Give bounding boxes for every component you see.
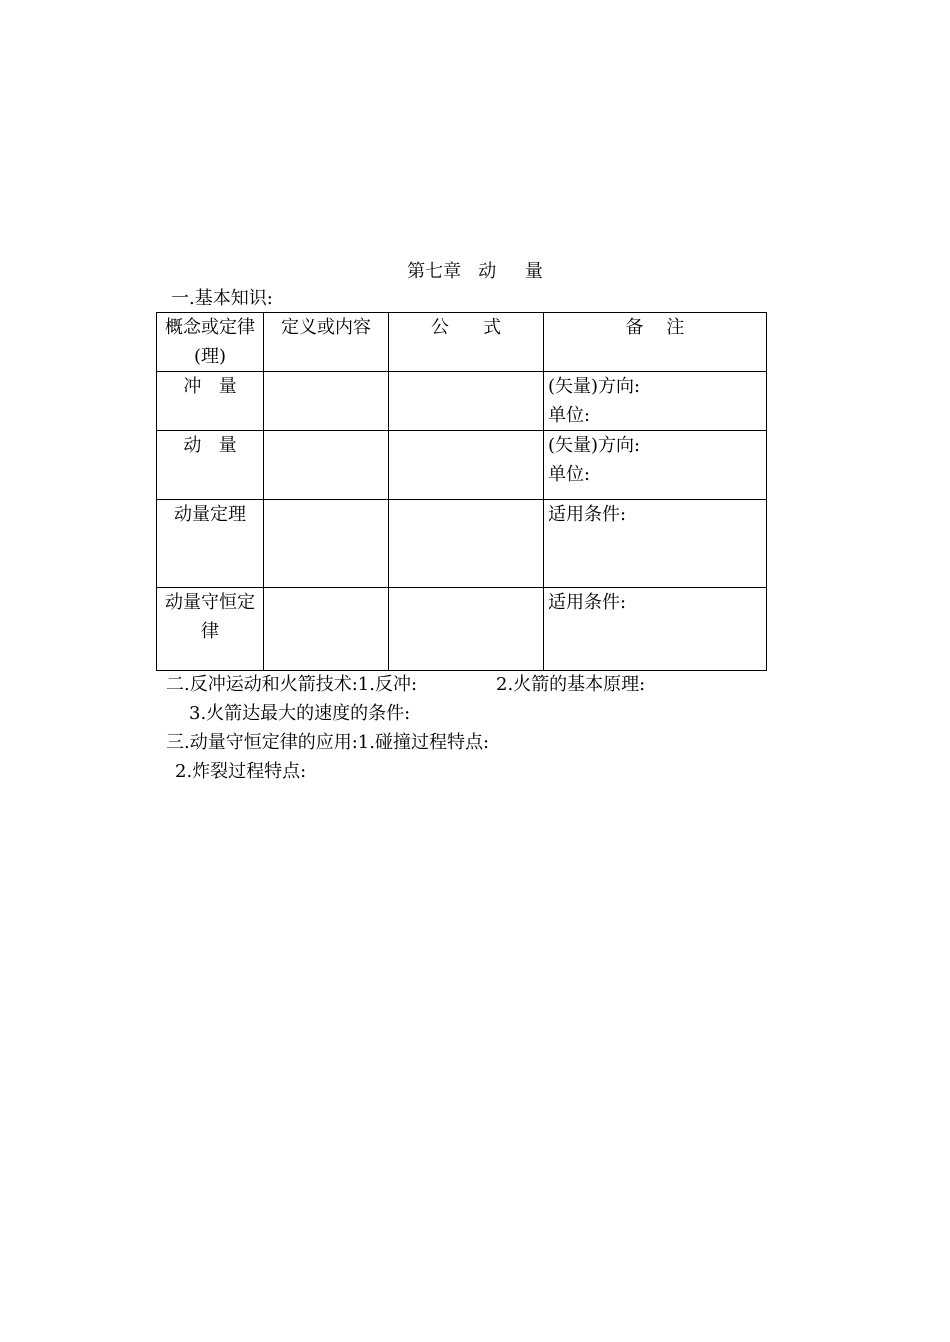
note-direction: (矢量)方向:	[548, 435, 641, 456]
row-definition-cell	[264, 372, 389, 431]
section-1-heading: 一.基本知识:	[171, 288, 273, 309]
table-row	[157, 500, 767, 588]
row-concept: 冲 量	[157, 372, 264, 431]
table-row	[157, 372, 767, 431]
note-unit: 单位:	[548, 464, 591, 485]
row-notes	[544, 588, 767, 671]
note-direction: (矢量)方向:	[548, 376, 641, 397]
row-definition-cell	[264, 588, 389, 671]
note-condition: 适用条件:	[548, 504, 627, 525]
page-title: 第七章 动 量	[407, 261, 543, 282]
header-notes: 备 注	[544, 313, 767, 372]
table-row	[157, 431, 767, 500]
header-definition: 定义或内容	[264, 313, 389, 372]
section-3-heading: 三.动量守恒定律的应用:1.碰撞过程特点:	[166, 732, 490, 753]
section-3-item-2: 2.炸裂过程特点:	[175, 761, 307, 782]
row-concept	[157, 588, 264, 671]
row-formula-cell	[389, 372, 544, 431]
table-row	[157, 588, 767, 671]
section-2-heading: 二.反冲运动和火箭技术:1.反冲:	[166, 674, 418, 695]
row-definition-cell	[264, 431, 389, 500]
note-condition: 适用条件:	[548, 592, 627, 613]
row-formula-cell	[389, 588, 544, 671]
header-concept: 概念或定律(理)	[157, 313, 264, 372]
row-formula-cell	[389, 431, 544, 500]
row-notes	[544, 500, 767, 588]
note-unit: 单位:	[548, 405, 591, 426]
table-header-row	[157, 313, 767, 372]
header-formula: 公 式	[389, 313, 544, 372]
row-definition-cell	[264, 500, 389, 588]
knowledge-table	[156, 312, 767, 671]
row-concept-label: 动量守恒定律	[165, 592, 255, 642]
section-2-item-3: 3.火箭达最大的速度的条件:	[189, 703, 411, 724]
row-formula-cell	[389, 500, 544, 588]
section-2-item-2: 2.火箭的基本原理:	[496, 674, 646, 695]
row-notes	[544, 372, 767, 431]
row-concept: 动量定理	[157, 500, 264, 588]
row-concept: 动 量	[157, 431, 264, 500]
row-notes	[544, 431, 767, 500]
